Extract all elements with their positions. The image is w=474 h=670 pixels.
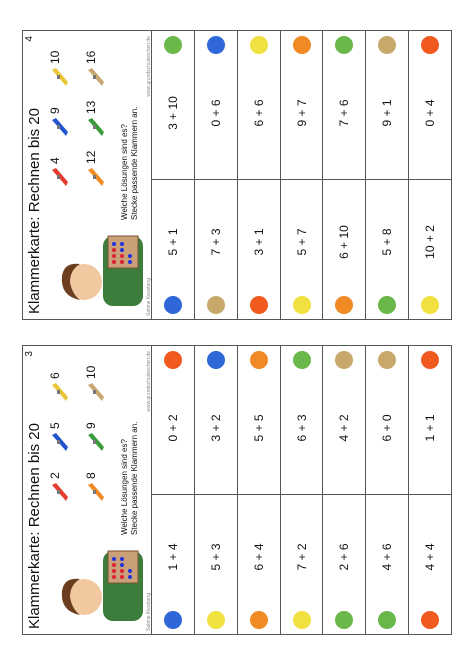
task-left: 1 + 4 <box>152 494 194 619</box>
task-row <box>152 30 195 320</box>
task-right: 4 + 2 <box>337 414 352 442</box>
clip-value: 6 <box>48 372 62 379</box>
card-title: Klammerkarte: Rechnen bis 20 <box>26 423 43 629</box>
task-right: 5 + 5 <box>251 414 266 442</box>
task-left: 10 + 2 <box>409 179 451 304</box>
clothespin-icon <box>46 90 70 138</box>
task-row <box>238 30 281 320</box>
clothespin-icon <box>82 405 106 453</box>
task-right: 7 + 6 <box>337 99 352 127</box>
task-right: 3 + 10 <box>166 96 180 130</box>
task-row <box>323 345 366 635</box>
task-rows <box>152 345 452 635</box>
child-with-abacus-illustration <box>48 226 146 316</box>
color-dot <box>250 351 268 369</box>
card-header <box>22 30 152 320</box>
task-row <box>195 30 238 320</box>
task-rows <box>152 30 452 320</box>
website: www.grundschulzeichen.de <box>146 36 152 97</box>
card-title: Klammerkarte: Rechnen bis 20 <box>26 108 43 314</box>
task-right: 3 + 2 <box>208 414 223 442</box>
task-right: 0 + 2 <box>166 414 180 442</box>
clip-value: 9 <box>84 422 98 429</box>
task-row <box>323 30 366 320</box>
instructions <box>120 355 140 535</box>
task-row <box>409 345 452 635</box>
task-left: 2 + 6 <box>323 494 365 619</box>
clip-card-4 <box>22 30 452 320</box>
color-dot <box>293 36 311 54</box>
card-content <box>22 345 452 635</box>
task-left: 7 + 3 <box>195 179 237 304</box>
task-right: 9 + 1 <box>380 99 395 127</box>
instruction-line: Stecke passende Klammern an. <box>130 106 139 220</box>
instruction-line: Stecke passende Klammern an. <box>130 421 139 535</box>
copyright: Sabine Kessberg <box>146 277 152 316</box>
task-row <box>409 30 452 320</box>
child-with-abacus-illustration <box>48 541 146 631</box>
clip-value: 10 <box>84 365 98 379</box>
task-left: 5 + 7 <box>281 179 323 304</box>
clip-value: 13 <box>84 100 98 114</box>
clothespin-icon <box>46 405 70 453</box>
color-dot <box>164 36 182 54</box>
clothespin-icon <box>46 455 70 503</box>
clip-legend <box>46 353 118 503</box>
task-right: 6 + 3 <box>294 414 309 442</box>
color-dot <box>293 351 311 369</box>
card-content <box>22 30 452 320</box>
clip-value: 10 <box>48 50 62 64</box>
card-number: 4 <box>24 36 35 42</box>
color-dot <box>164 351 182 369</box>
task-left: 3 + 1 <box>238 179 280 304</box>
card-number: 3 <box>24 351 35 357</box>
card-header <box>22 345 152 635</box>
task-row <box>195 345 238 635</box>
task-row <box>281 345 324 635</box>
clothespin-icon <box>82 40 106 88</box>
clothespin-icon <box>82 355 106 403</box>
task-right: 0 + 4 <box>423 99 438 127</box>
copyright: Sabine Kessberg <box>146 592 152 631</box>
clothespin-icon <box>46 40 70 88</box>
task-right: 1 + 1 <box>423 414 438 442</box>
website: www.grundschulzeichen.de <box>146 351 152 412</box>
task-left: 4 + 6 <box>366 494 408 619</box>
clip-value: 2 <box>48 472 62 479</box>
task-left: 5 + 3 <box>195 494 237 619</box>
clip-value: 4 <box>48 157 62 164</box>
color-dot <box>207 36 225 54</box>
task-left: 4 + 4 <box>409 494 451 619</box>
task-row <box>281 30 324 320</box>
task-row <box>152 345 195 635</box>
clip-value: 16 <box>84 50 98 64</box>
task-row <box>366 345 409 635</box>
clip-value: 12 <box>84 150 98 164</box>
clip-card-3 <box>22 345 452 635</box>
instruction-line: Welche Lösungen sind es? <box>120 124 129 220</box>
clip-legend <box>46 38 118 188</box>
task-right: 0 + 6 <box>208 99 223 127</box>
task-row <box>238 345 281 635</box>
instruction-line: Welche Lösungen sind es? <box>120 439 129 535</box>
clip-value: 9 <box>48 107 62 114</box>
task-left: 5 + 1 <box>152 179 194 304</box>
clothespin-icon <box>82 140 106 188</box>
task-right: 6 + 0 <box>380 414 395 442</box>
task-left: 6 + 10 <box>323 179 365 304</box>
task-left: 7 + 2 <box>281 494 323 619</box>
task-left: 6 + 4 <box>238 494 280 619</box>
color-dot <box>250 36 268 54</box>
task-left: 5 + 8 <box>366 179 408 304</box>
clothespin-icon <box>82 455 106 503</box>
task-right: 9 + 7 <box>294 99 309 127</box>
color-dot <box>207 351 225 369</box>
instructions <box>120 40 140 220</box>
clothespin-icon <box>82 90 106 138</box>
clip-value: 5 <box>48 422 62 429</box>
task-row <box>366 30 409 320</box>
clip-value: 8 <box>84 472 98 479</box>
task-right: 6 + 6 <box>251 99 266 127</box>
clothespin-icon <box>46 355 70 403</box>
clothespin-icon <box>46 140 70 188</box>
